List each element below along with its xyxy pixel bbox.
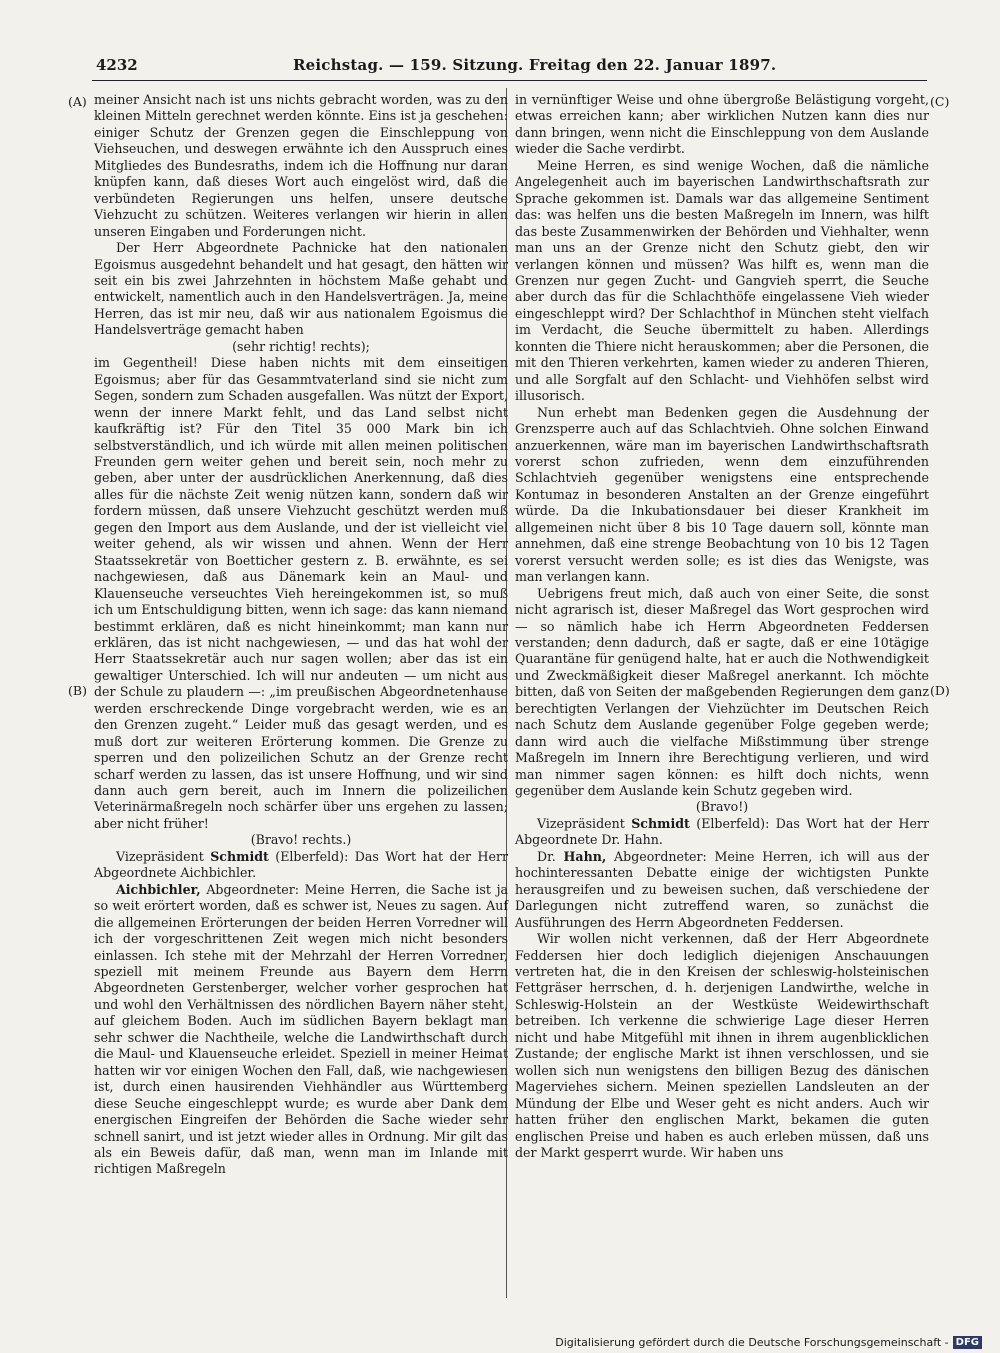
interjection: (sehr richtig! rechts);: [232, 338, 370, 354]
margin-mark-a: (A): [68, 94, 87, 109]
margin-mark-d: (D): [930, 683, 950, 698]
speaker-paragraph: [515, 816, 929, 849]
paragraph: Uebrigens freut mich, daß auch von einer Seite, die sonst nicht agrarisch ist, dieser Maßregel das Wort gesprochen wird — so nämlich habe ich Herrn Abgeordneten Feddersen verstanden; denn dadurch, daß er sagte, daß er eine 10tägige Quarantäne für genügend halte, hat er auch die Nothwendigkeit und Zweckmäßigkeit dieser Maßregel anerkannt. Ich möchte bitten, daß von Seiten der maßgebenden Regierungen dem ganz berechtigten Verlangen der Viehzüchter im Deutschen Reich nach Schutz dem Auslande gegenüber Folge gegeben werde; dann wird auch die vielfache Mißstimmung über strenge Maßregeln im Innern ihre Berechtigung verlieren, und wird man nimmer sagen können: es hilft doch nichts, wenn gegenüber dem Auslande kein Schutz gegeben wird.: [515, 585, 929, 799]
header-rule: [92, 80, 927, 81]
paragraph: in vernünftiger Weise und ohne übergroße Belästigung vorgeht, etwas erreichen kann; aber wirklichen Nutzen kann dies nur dann bringen, wenn nicht die Einschleppung von dem Auslande wieder die Sache verdirbt.: [515, 92, 929, 157]
page-number: 4232: [96, 56, 138, 74]
paragraph: meiner Ansicht nach ist uns nichts gebracht worden, was zu den kleinen Mitteln gerechnet werden könnte. Eins ist ja geschehen: einiger Schutz der Grenzen gegen die Einschleppung von Viehseuchen, und deswegen erwähnte ich den Ausspruch eines Mitgliedes des Bundesraths, indem ich die Hoffnung nur daran knüpfen kann, daß dieses Wort auch eingelöst wird, daß die verbündeten Regierungen uns helfen, unsere deutsche Viehzucht zu schützen. Weiteres verlangen wir hierin in allen unseren Eingaben und Forderungen nicht.: [94, 92, 508, 239]
margin-mark-c: (C): [930, 94, 950, 109]
speaker-role: Vizepräsident: [116, 848, 204, 864]
applause: (Bravo!): [695, 799, 749, 815]
dfg-logo: DFG: [953, 1336, 982, 1349]
speaker-paragraph: [515, 849, 929, 931]
speaker-name: Schmidt: [210, 848, 269, 864]
paragraph: Wir wollen nicht verkennen, daß der Herr Abgeordnete Feddersen hier doch lediglich diejenigen Anschauungen vertreten hat, die in den Kreisen der schleswig-holsteinischen Fettgräser herrschen, d. h. derjenigen Landwirthe, welche in Schleswig-Holstein an der Westküste Weidewirthschaft betreiben. Ich verkenne die schwierige Lage dieser Herren nicht und habe Mitgefühl mit ihnen in ihrem augenblicklichen Zustande; der englische Markt ist ihnen verschlossen, und sie wollen sich nun wenigstens den billigen Bezug des dänischen Magerviehes sichern. Meinen speziellen Landsleuten an der Mündung der Elbe und Weser geht es nicht anders. Auch wir hatten früher den englischen Markt, bekamen die guten englischen Preise und haben es auch erleben müssen, daß uns der Markt gesperrt wurde. Wir haben uns: [515, 931, 929, 1160]
margin-mark-b: (B): [68, 683, 87, 698]
speaker-paragraph: [94, 882, 508, 1178]
right-column: [515, 92, 929, 1161]
speaker-text: (Elberfeld): Das Wort hat der Herr Abgeordnete Dr. Hahn.: [515, 815, 929, 848]
left-column: [94, 92, 508, 1178]
page-header: [88, 52, 926, 76]
applause: (Bravo! rechts.): [250, 832, 352, 848]
speaker-text: Abgeordneter: Meine Herren, die Sache ist ja so weit erörtert worden, daß es schwer ist, Neues zu sagen. Auf die allgemeinen Erörterungen der beiden Herren Vorredner will ich der vorgeschrittenen Zeit wegen mich nicht besonders einlassen. Ich stehe mit der Mehrzahl der Herren Vorredner, speziell mit meinem Freunde aus Bayern dem Herrn Abgeordneten Gerstenberger, welcher vorher gesprochen hat und wohl den Verhältnissen des nördlichen Bayern näher steht, auf gleichem Boden. Auch im südlichen Bayern beklagt man sehr schwer die Nachtheile, welche die Landwirthschaft durch die Maul- und Klauenseuche erleidet. Speziell in meiner Heimat hatten wir vor einigen Wochen den Fall, daß, wie nachgewiesen ist, durch einen hausirenden Viehhändler aus Württemberg diese Seuche eingeschleppt wurde; es wurde aber Dank dem energischen Eingreifen der Behörden die Sache wieder sehr schnell sanirt, und ist jetzt wieder alles in Ordnung. Mir gilt das als ein Beweis dafür, daß man, wenn man im Inlande mit richtigen Maßregeln: [94, 881, 508, 1177]
speaker-name: Aichbichler,: [116, 881, 201, 897]
footer-credit: Digitalisierung gefördert durch die Deutsche Forschungsgemeinschaft -: [555, 1336, 949, 1349]
footer: [555, 1336, 982, 1349]
speaker-text: (Elberfeld): Das Wort hat der Herr Abgeordnete Aichbichler.: [94, 848, 508, 881]
speaker-role: Vizepräsident: [537, 815, 625, 831]
speaker-text: Abgeordneter: Meine Herren, ich will aus der hochinteressanten Debatte einige der wichtigsten Punkte herausgreifen und zu beweisen suchen, daß verschiedene der Darlegungen nicht zutreffend waren, so zunächst die Ausführungen des Herrn Abgeordneten Feddersen.: [515, 848, 929, 930]
page-title: Reichstag. — 159. Sitzung. Freitag den 22. Januar 1897.: [293, 56, 777, 74]
speaker-paragraph: [94, 849, 508, 882]
paragraph: im Gegentheil! Diese haben nichts mit dem einseitigen Egoismus; aber für das Gesammtvaterland sind sie nicht zum Segen, sondern zum Schaden ausgefallen. Was nützt der Export, wenn der innere Markt fehlt, und das Land selbst nicht kaufkräftig ist? Für den Titel 35 000 Mark bin ich selbstverständlich, und ich würde mit allen meinen politischen Freunden gern weiter gehen und bereit sein, noch mehr zu geben, aber unter der ausdrücklichen Anerkennung, daß dies alles für die nächste Zeit wenig nützen kann, sondern daß wir fordern müssen, daß unsere Viehzucht geschützt werden muß gegen den Import aus dem Auslande, und der ist vielleicht viel weiter gehend, als wir wissen und ahnen. Wenn der Herr Staatssekretär von Boetticher gestern z. B. erwähnte, es sei nachgewiesen, daß aus Dänemark kein an Maul- und Klauenseuche verseuchtes Vieh hereingekommen ist, so muß ich um Entschuldigung bitten, wenn ich sage: das kann niemand bestimmt erklären, daß es nicht hineinkommt; man kann nur erklären, das ist nicht nachgewiesen, — und das hat wohl der Herr Staatssekretär auch nur sagen wollen; aber das ist ein gewaltiger Unterschied. Ich will nur andeuten — um nicht aus der Schule zu plaudern —: „im preußischen Abgeordnetenhause werden erschreckende Dinge vorgebracht werden, wie es an den Grenzen zugeht.“ Leider muß das gesagt werden, und es muß dort zur weiteren Erörterung kommen. Die Grenze zu sperren und den polizeilichen Schutz an der Grenze recht scharf werden zu lassen, das ist unsere Hoffnung, und wir sind dann auch gern bereit, auch im Innern die polizeilichen Veterinärmaßregeln noch schärfer über uns ergehen zu lassen; aber nicht früher!: [94, 355, 508, 831]
speaker-title: Dr.: [537, 848, 556, 864]
paragraph: Meine Herren, es sind wenige Wochen, daß die nämliche Angelegenheit auch im bayerischen Landwirthschaftsrath zur Sprache gekommen ist. Damals war das allgemeine Sentiment das: was helfen uns die besten Maßregeln im Innern, was hilft das beste Zusammenwirken der Behörden und Viehhalter, wenn man uns an der Grenze nicht den Schutz giebt, den wir verlangen können und müssen? Was hilft es, wenn man die Grenzen nur gegen Zucht- und Gangvieh sperrt, die Seuche aber durch das für die Schlachthöfe eingelassene Vieh wieder eingeschleppt wird? Der Schlachthof in München steht vielfach im Verdacht, die Seuche übermittelt zu haben. Allerdings konnten die Thiere nicht herauskommen; aber die Personen, die mit den Thieren verkehrten, kamen wieder zu anderen Thieren, und alle Sorgfalt auf den Schlacht- und Viehhöfen selbst wird illusorisch.: [515, 157, 929, 404]
speaker-name: Hahn,: [563, 848, 607, 864]
paragraph: Der Herr Abgeordnete Pachnicke hat den nationalen Egoismus ausgedehnt behandelt und hat gesagt, den hätten wir seit ein bis zwei Jahrzehnten in höchstem Maße gehabt und entwickelt, namentlich auch in den Handelsverträgen. Ja, meine Herren, das ist mir neu, daß wir aus nationalem Egoismus die Handelsverträge gemacht haben: [94, 240, 508, 338]
speaker-name: Schmidt: [631, 815, 690, 831]
paragraph: Nun erhebt man Bedenken gegen die Ausdehnung der Grenzsperre auch auf das Schlachtvieh. Ohne solchen Einwand anzuerkennen, wäre man im bayerischen Landwirthschaftsrath vorerst schon zufrieden, wenn dem einzuführenden Schlachtvieh gegenüber wenigstens eine entsprechende Kontumaz in besonderen Anstalten an der Grenze eingeführt würde. Da die Inkubationsdauer bei dieser Krankheit im allgemeinen nicht über 8 bis 10 Tage dauern soll, könnte man annehmen, daß eine strenge Beobachtung von 10 bis 12 Tagen vorerst versucht werden solle; es ist dies das Wenigste, was man verlangen kann.: [515, 404, 929, 585]
